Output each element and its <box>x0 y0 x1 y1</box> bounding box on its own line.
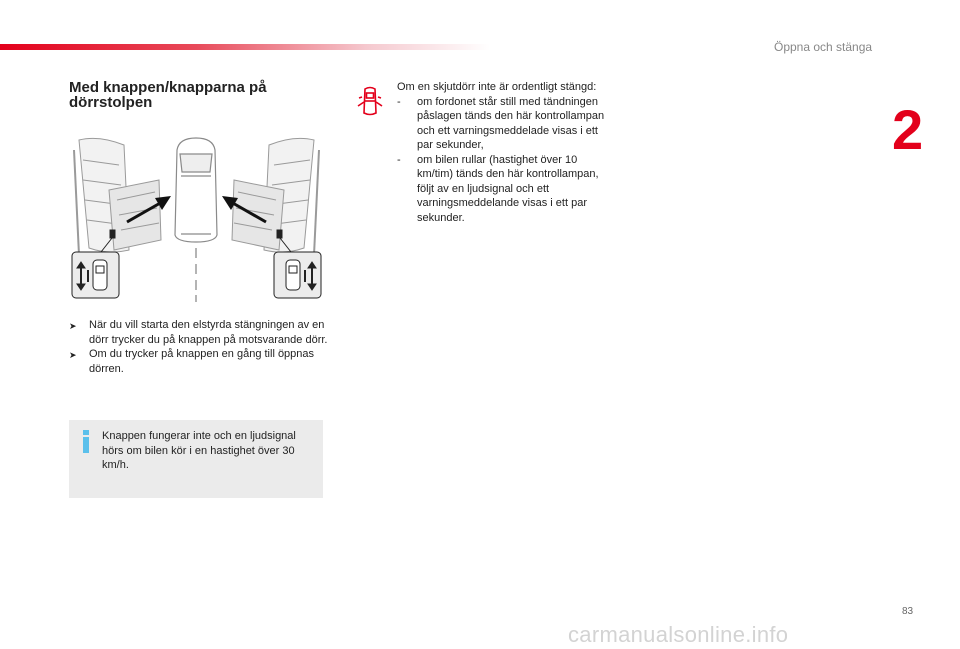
right-door-panel <box>232 138 319 255</box>
chapter-number: 2 <box>892 98 924 161</box>
wingding-arrow-icon: ➤ <box>69 321 77 331</box>
list-item <box>397 95 612 153</box>
left-heading: Med knappen/knapparna på dörrstolpen <box>69 79 267 111</box>
info-note <box>69 420 323 498</box>
instruction-list <box>69 318 329 376</box>
info-icon <box>82 430 90 452</box>
header-accent-bar <box>0 44 490 50</box>
left-door-panel <box>74 138 161 255</box>
open-door-warning-icon <box>356 85 384 119</box>
dash-marker: - <box>397 153 401 166</box>
info-note-text: Knappen fungerar inte och en ljudsignal hörs om bilen kör i en hastighet över 30 km/h. <box>102 430 296 471</box>
list-item <box>397 153 612 226</box>
watermark: carmanualsonline.info <box>568 622 789 647</box>
list-item <box>69 318 329 347</box>
right-intro: Om en skjutdörr inte är ordentligt stängd: <box>397 81 597 93</box>
list-item-text: När du vill starta den elstyrda stängningen av en dörr trycker du på knappen på motsvarande dörr. <box>89 319 328 346</box>
section-title: Öppna och stänga <box>774 40 873 54</box>
left-button-inset <box>72 252 119 298</box>
dash-marker: - <box>397 95 401 108</box>
door-pillar-button-illustration <box>69 130 324 305</box>
page-number: 83 <box>902 606 914 617</box>
right-button-inset <box>274 252 321 298</box>
right-column-text <box>397 80 612 225</box>
van-top-view <box>175 138 217 242</box>
list-item <box>69 347 329 376</box>
wingding-arrow-icon: ➤ <box>69 350 77 360</box>
list-item-text: om fordonet står still med tändningen påslagen tänds den här kontrollampan och ett varningsmeddelade visas i ett par sekunder, <box>417 95 605 151</box>
list-item-text: Om du trycker på knappen en gång till öppnas dörren. <box>89 348 315 375</box>
list-item-text: om bilen rullar (hastighet över 10 km/tim) tänds den här kontrollampan, följt av en ljudsignal och ett varningsmeddelande visas i ett par sekunder. <box>417 153 599 224</box>
